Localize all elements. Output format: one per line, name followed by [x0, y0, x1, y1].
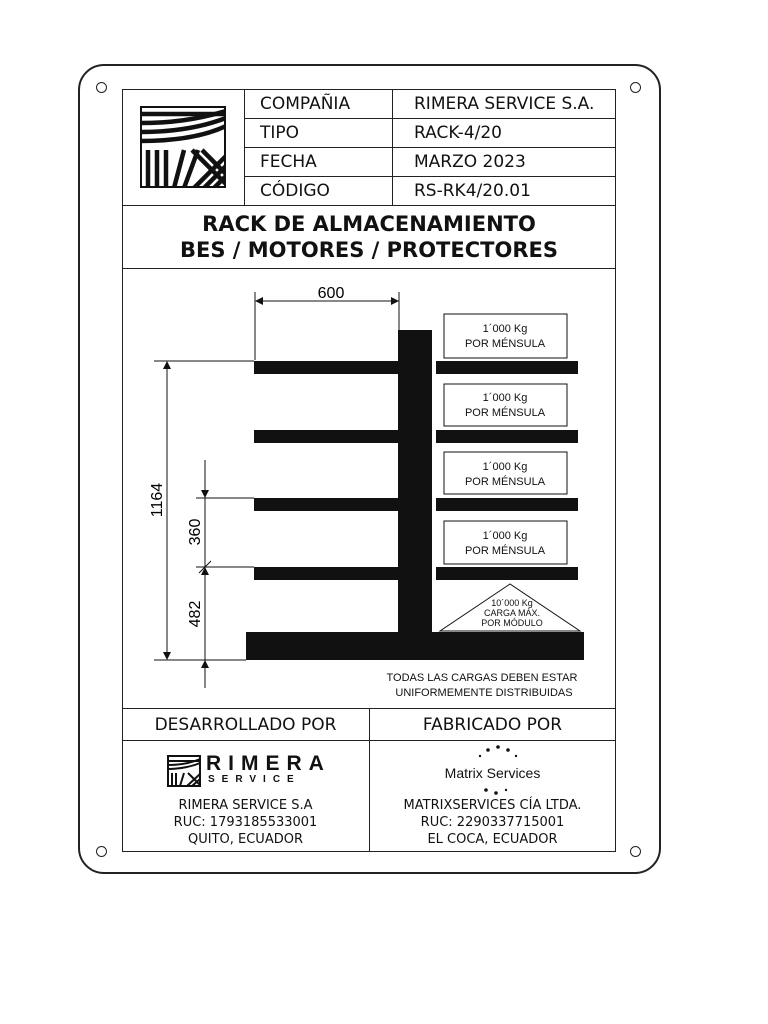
developer-logo-subtext: SERVICE	[208, 774, 301, 785]
info-label-code: CÓDIGO	[260, 181, 330, 201]
developer-city: QUITO, ECUADOR	[188, 832, 303, 847]
rack-arm-right-4	[436, 567, 578, 580]
rack-arm-left-4	[254, 567, 398, 580]
developer-logo-icon	[167, 755, 201, 787]
developer-name: RIMERA SERVICE S.A	[178, 798, 313, 813]
info-label-date: FECHA	[260, 152, 317, 172]
arm-capacity-1-line1: 1´000 Kg	[482, 323, 528, 335]
module-capacity-line1: 10´000 Kg	[491, 598, 533, 608]
rack-base	[246, 632, 584, 660]
total-height-label: 1164	[149, 482, 166, 518]
arm-capacity-box-1	[444, 314, 567, 358]
developer-logo-text: RIMERA	[206, 752, 331, 775]
arm-capacity-3-line1: 1´000 Kg	[482, 461, 528, 473]
info-label-company: COMPAÑIA	[260, 94, 351, 114]
arm-capacity-4-line2: POR MÉNSULA	[464, 545, 546, 557]
load-note-line2: UNIFORMEMENTE DISTRIBUIDAS	[395, 687, 573, 699]
arm-capacity-4-line1: 1´000 Kg	[482, 530, 528, 542]
rack-arm-right-3	[436, 498, 578, 511]
rack-arm-right-2	[436, 430, 578, 443]
rack-column	[398, 330, 432, 632]
manufacturer-name: MATRIXSERVICES CÍA LTDA.	[403, 798, 582, 813]
base-height-label: 482	[187, 600, 204, 628]
manufacturer-logo-text: Matrix Services	[444, 765, 541, 781]
rack-arm-left-3	[254, 498, 398, 511]
info-label-type: TIPO	[260, 123, 300, 143]
arm-capacity-box-4	[444, 521, 567, 564]
arm-capacity-2-line1: 1´000 Kg	[482, 392, 528, 404]
sign-title-line2: BES / MOTORES / PROTECTORES	[180, 238, 558, 262]
rack-arm-right-1	[436, 361, 578, 374]
info-value-type: RACK-4/20	[414, 123, 502, 143]
info-value-company: RIMERA SERVICE S.A.	[414, 94, 595, 114]
sign-title-line1: RACK DE ALMACENAMIENTO	[202, 212, 536, 236]
developed-by-header: DESARROLLADO POR	[154, 715, 337, 735]
rack-arm-left-2	[254, 430, 398, 443]
arm-capacity-3-line2: POR MÉNSULA	[464, 476, 546, 488]
arm-capacity-1-line2: POR MÉNSULA	[464, 338, 546, 350]
module-capacity-line3: POR MÓDULO	[481, 618, 543, 628]
arm-spacing-label: 360	[187, 518, 204, 546]
developer-ruc: RUC: 1793185533001	[173, 815, 318, 830]
module-capacity-line2: CARGA MÁX.	[483, 608, 541, 618]
manufacturer-city: EL COCA, ECUADOR	[427, 832, 558, 847]
manufactured-by-header: FABRICADO POR	[422, 715, 563, 735]
manufacturer-ruc: RUC: 2290337715001	[420, 815, 565, 830]
arm-capacity-2-line2: POR MÉNSULA	[464, 407, 546, 419]
info-value-date: MARZO 2023	[414, 152, 526, 172]
load-note-line1: TODAS LAS CARGAS DEBEN ESTAR	[386, 672, 578, 684]
arm-length-label: 600	[317, 285, 345, 302]
arm-capacity-box-2	[444, 384, 567, 426]
rack-arm-left-1	[254, 361, 398, 374]
info-value-code: RS-RK4/20.01	[414, 181, 531, 201]
